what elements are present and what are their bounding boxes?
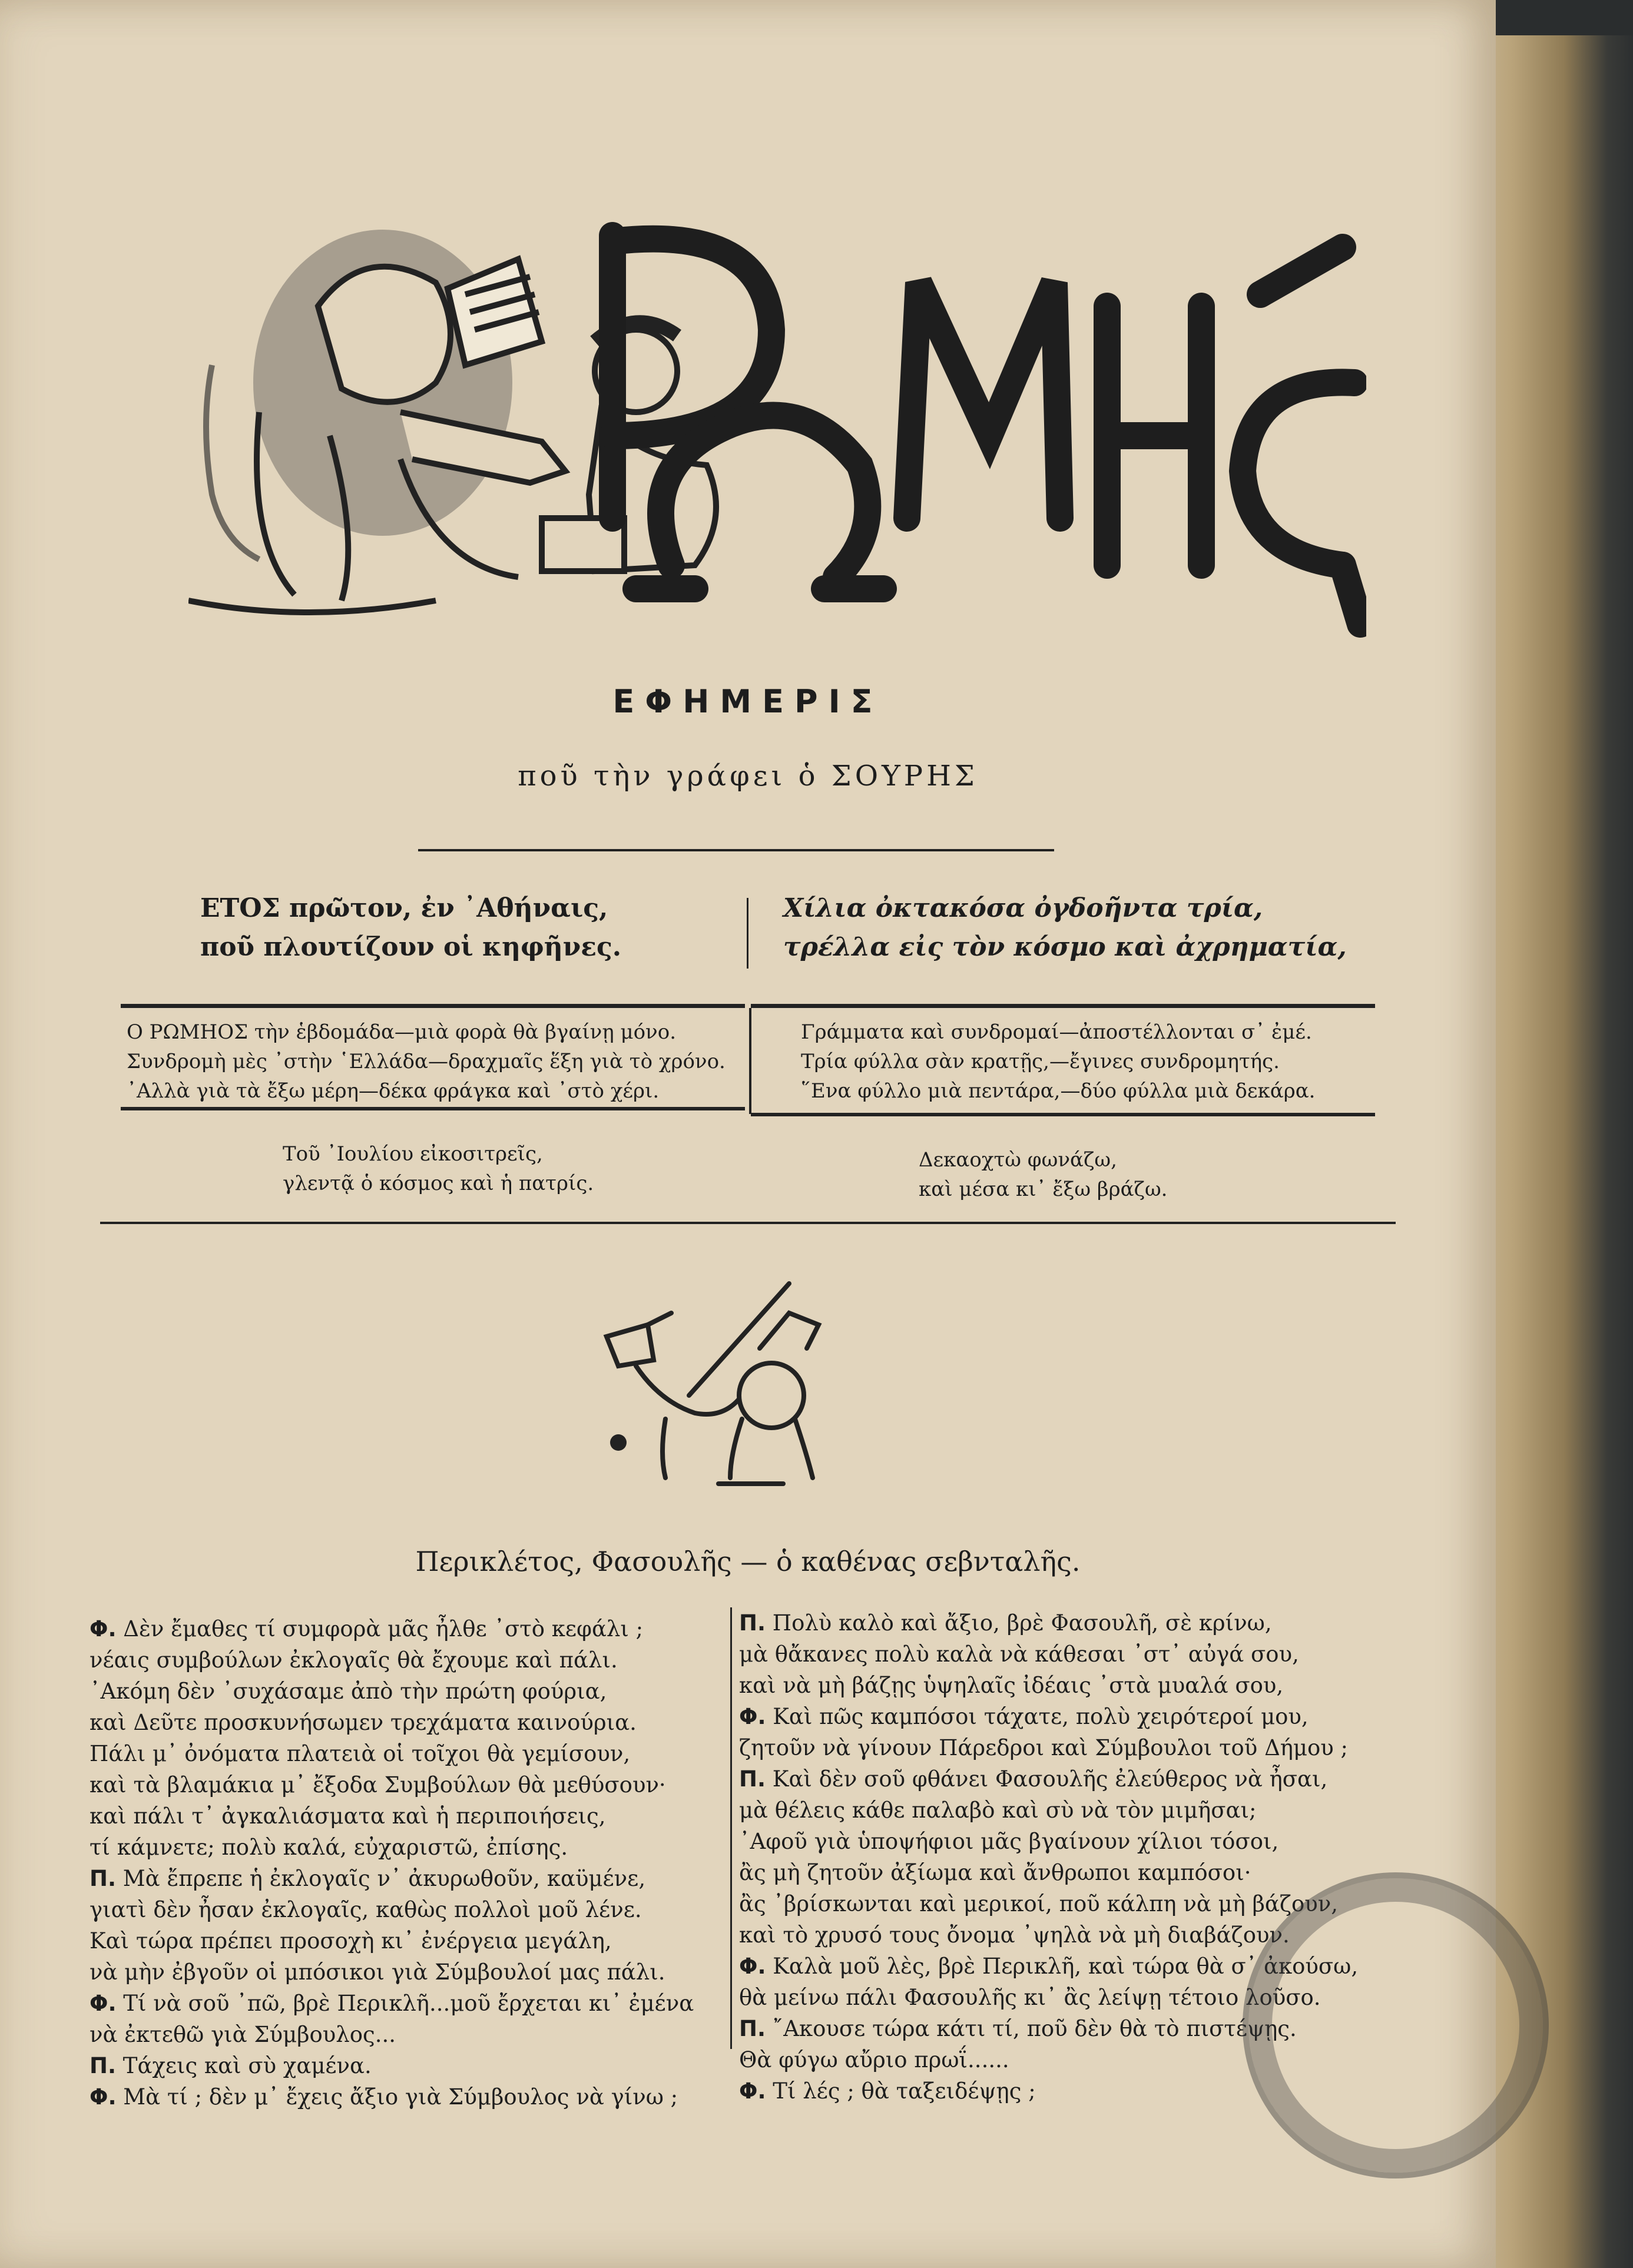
year-line-left-2: ποῦ πλουτίζουν οἱ κηφῆνες. <box>200 932 622 962</box>
dialogue-text: καὶ τὰ βλαμάκια μ᾿ ἔξοδα Συμβούλων θὰ μεθύσουν· <box>90 1772 666 1798</box>
date-line-right <box>919 1145 1168 1204</box>
dialogue-text: τί κάμνετε; πολὺ καλά, εὐχαριστῶ, ἐπίσης. <box>90 1835 568 1860</box>
year-line-left-1: ΕΤΟΣ πρῶτον, ἐν ᾿Αθήναις, <box>200 893 608 923</box>
masthead-illustration <box>188 188 1366 648</box>
dialogue-text: νὰ μὴν ἐβγοῦν οἱ μπόσικοι γιὰ Σύμβουλοί μας πάλι. <box>90 1959 665 1985</box>
info-left-3: ᾿Αλλὰ γιὰ τὰ ἔξω μέρη—δέκα φράγκα καὶ ᾿στὸ χέρι. <box>127 1079 660 1103</box>
dialogue-line <box>90 1613 726 1644</box>
dialogue-line <box>739 1607 1375 1639</box>
info-left-bottom-rule <box>121 1107 745 1110</box>
dialogue-column-separator <box>730 1607 732 2049</box>
dialogue-text: ῎Ακουσε τώρα κάτι τί, ποῦ δὲν θὰ τὸ πιστέψῃς. <box>772 2016 1297 2041</box>
writer-line: ποῦ τὴν γράφει ὁ ΣΟΥΡΗΣ <box>518 760 978 793</box>
divider-bottom <box>100 1222 1396 1224</box>
dialogue-line <box>90 1832 726 1863</box>
dialogue-text: ᾿Αφοῦ γιὰ ὑποψήφιοι μᾶς βγαίνουν χίλιοι τόσοι, <box>739 1829 1279 1854</box>
dialogue-line <box>90 2019 726 2050</box>
dialogue-line <box>90 1707 726 1738</box>
dialogue-line <box>739 1670 1375 1701</box>
dialogue-heading: Περικλέτος, Φασουλῆς — ὁ καθένας σεβνταλῆς. <box>415 1546 1081 1577</box>
dialogue-text: Καὶ πῶς καμπόσοι τάχατε, πολὺ χειρότεροί μου, <box>773 1704 1309 1729</box>
speaker-mark: Π. <box>739 2016 766 2041</box>
dialogue-left-column <box>90 1613 726 2113</box>
info-right-bottom-rule <box>751 1113 1375 1116</box>
dialogue-text: μὰ θἄκανες πολὺ καλὰ νὰ κάθεσαι ᾿στ᾿ αὐγά σου, <box>739 1642 1299 1667</box>
year-line-right <box>783 889 1347 967</box>
dialogue-text: ἂς μὴ ζητοῦν ἀξίωμα καὶ ἄνθρωποι καμπόσοι· <box>739 1860 1251 1885</box>
dialogue-line <box>90 1801 726 1832</box>
date-line-right-2: καὶ μέσα κι᾿ ἔξω βράζω. <box>919 1178 1168 1201</box>
dialogue-line <box>739 1888 1375 1919</box>
info-right <box>801 1017 1315 1106</box>
dialogue-line <box>739 1857 1375 1888</box>
date-line-left-1: Τοῦ ᾿Ιουλίου εἰκοσιτρεῖς, <box>283 1142 543 1166</box>
speaker-mark: Π. <box>739 1766 766 1792</box>
speaker-mark: Π. <box>90 1866 117 1891</box>
dialogue-text: Τί νὰ σοῦ ᾿πῶ, βρὲ Περικλῆ...μοῦ ἔρχεται κι᾿ ἐμένα <box>123 1991 694 2016</box>
dialogue-text: καὶ πάλι τ᾿ ἀγκαλιάσματα καὶ ἡ περιποιήσεις, <box>90 1803 606 1829</box>
dialogue-text: Μὰ ἔπρεπε ἡ ἐκλογαῖς ν᾿ ἀκυρωθοῦν, καϋμένε, <box>122 1866 646 1891</box>
info-right-3: ῞Ενα φύλλο μιὰ πεντάρα,—δύο φύλλα μιὰ δεκάρα. <box>801 1079 1316 1103</box>
dialogue-line <box>739 1701 1375 1732</box>
dialogue-text: γιατὶ δὲν ἦσαν ἐκλογαῖς, καθὼς πολλοὶ μοῦ λένε. <box>90 1897 642 1922</box>
dialogue-line <box>90 2081 726 2113</box>
speaker-mark: Π. <box>90 2053 117 2078</box>
dialogue-text: καὶ τὸ χρυσό τους ὄνομα ᾿ψηλὰ νὰ μὴ διαβάζουν. <box>739 1922 1290 1948</box>
dialogue-text: καὶ Δεῦτε προσκυνήσωμεν τρεχάματα καινούρια. <box>90 1710 637 1735</box>
dialogue-text: Μὰ τί ; δὲν μ᾿ ἔχεις ἄξιο γιὰ Σύμβουλος νὰ γίνω ; <box>123 2084 678 2110</box>
dialogue-text: Τάχεις καὶ σὺ χαμένα. <box>122 2053 372 2078</box>
date-line-left <box>283 1139 594 1198</box>
year-line-right-1: Χίλια ὀκτακόσα ὀγδοῆντα τρία, <box>783 893 1263 923</box>
dialogue-text: Θὰ φύγω αὔριο πρωΐ...... <box>739 2047 1009 2073</box>
dialogue-text: νέαις συμβούλων ἐκλογαῖς θὰ ἔχουμε καὶ πάλι. <box>90 1647 618 1673</box>
info-right-2: Τρία φύλλα σὰν κρατῇς,—ἔγινες συνδρομητής. <box>801 1050 1280 1073</box>
dialogue-line <box>739 1732 1375 1763</box>
dialogue-line <box>90 1738 726 1769</box>
info-separator <box>749 1008 751 1114</box>
dialogue-text: Καὶ τώρα πρέπει προσοχὴ κι᾿ ἐνέργεια μεγάλη, <box>90 1928 612 1954</box>
dialogue-text: μὰ θέλεις κάθε παλαβὸ καὶ σὺ νὰ τὸν μιμῆσαι; <box>739 1798 1257 1823</box>
speaker-mark: Φ. <box>90 2084 117 2110</box>
dialogue-text: Δὲν ἔμαθες τί συμφορὰ μᾶς ἦλθε ᾿στὸ κεφάλι ; <box>123 1616 644 1642</box>
date-line-right-1: Δεκαοχτὼ φωνάζω, <box>919 1148 1117 1172</box>
dialogue-text: καὶ νὰ μὴ βάζῃς ὑψηλαῖς ἰδέαις ᾿στὰ μυαλά σου, <box>739 1673 1284 1698</box>
info-right-top-rule <box>751 1004 1375 1008</box>
dialogue-text: ᾿Ακόμη δὲν ᾿συχάσαμε ἀπὸ τὴν πρώτη φούρια, <box>90 1679 607 1704</box>
date-line-left-2: γλεντᾷ ὁ κόσμος καὶ ἡ πατρίς. <box>283 1172 594 1195</box>
dialogue-text: νὰ ἐκτεθῶ γιὰ Σύμβουλος... <box>90 2022 396 2047</box>
year-line-right-2: τρέλλα εἰς τὸν κόσμο καὶ ἀχρηματία, <box>783 932 1347 962</box>
info-right-1: Γράμματα καὶ συνδρομαί—ἀποστέλλονται σ᾿ ἐμέ. <box>801 1020 1312 1044</box>
dialogue-text: Καὶ δὲν σοῦ φθάνει Φασουλῆς ἐλεύθερος νὰ ἦσαι, <box>772 1766 1328 1792</box>
dialogue-line <box>90 1769 726 1801</box>
dialogue-line <box>739 1795 1375 1826</box>
dialogue-line <box>90 1925 726 1957</box>
speaker-mark: Π. <box>739 1610 766 1636</box>
dialogue-line <box>90 1957 726 1988</box>
dialogue-text: θὰ μείνω πάλι Φασουλῆς κι᾿ ἂς λείψῃ τέτοιο λοῦσο. <box>739 1985 1321 2010</box>
dialogue-text: Τί λές ; θὰ ταξειδέψῃς ; <box>773 2078 1036 2104</box>
dialogue-text: ἂς ᾿βρίσκωνται καὶ μερικοί, ποῦ κάλπη νὰ μὴ βάζουν, <box>739 1891 1338 1916</box>
info-left-top-rule <box>121 1004 745 1008</box>
dialogue-line <box>90 1894 726 1925</box>
masthead-drawing <box>188 188 1366 648</box>
speaker-mark: Φ. <box>90 1991 117 2016</box>
info-left-1: Ο ΡΩΜΗΟΣ τὴν ἑβδομάδα—μιὰ φορὰ θὰ βγαίνῃ μόνο. <box>127 1020 677 1044</box>
speaker-mark: Φ. <box>90 1616 117 1642</box>
dialogue-line <box>90 1644 726 1676</box>
year-line-separator <box>747 898 748 969</box>
dialogue-text: Πολὺ καλὸ καὶ ἄξιο, βρὲ Φασουλῆ, σὲ κρίνω, <box>772 1610 1272 1636</box>
library-stamp <box>1243 1872 1549 2179</box>
dialogue-line <box>90 2050 726 2081</box>
dialogue-line <box>739 1639 1375 1670</box>
speaker-mark: Φ. <box>739 1954 766 1979</box>
year-line-left <box>200 889 621 967</box>
dialogue-line <box>90 1988 726 2019</box>
dialogue-line <box>739 1826 1375 1857</box>
speaker-mark: Φ. <box>739 1704 766 1729</box>
info-left <box>127 1017 726 1106</box>
dialogue-text: ζητοῦν νὰ γίνουν Πάρεδροι καὶ Σύμβουλοι τοῦ Δήμου ; <box>739 1735 1348 1760</box>
divider-top <box>418 849 1054 851</box>
dialogue-text: Καλὰ μοῦ λὲς, βρὲ Περικλῆ, καὶ τώρα θὰ σ᾿ ἀκούσω, <box>773 1954 1359 1979</box>
subtitle: ΕΦΗΜΕΡΙΣ <box>612 683 883 720</box>
speaker-mark: Φ. <box>739 2078 766 2104</box>
cartoon-drawing <box>595 1278 854 1501</box>
dialogue-line <box>90 1863 726 1894</box>
dialogue-line <box>90 1676 726 1707</box>
cartoon-illustration <box>595 1278 854 1501</box>
dialogue-line <box>739 1763 1375 1795</box>
dialogue-text: Πάλι μ᾿ ὀνόματα πλατειὰ οἱ τοῖχοι θὰ γεμίσουν, <box>90 1741 631 1766</box>
info-left-2: Συνδρομὴ μὲς ᾿στὴν ῾Ελλάδα—δραχμαῖς ἕξη γιὰ τὸ χρόνο. <box>127 1050 726 1073</box>
